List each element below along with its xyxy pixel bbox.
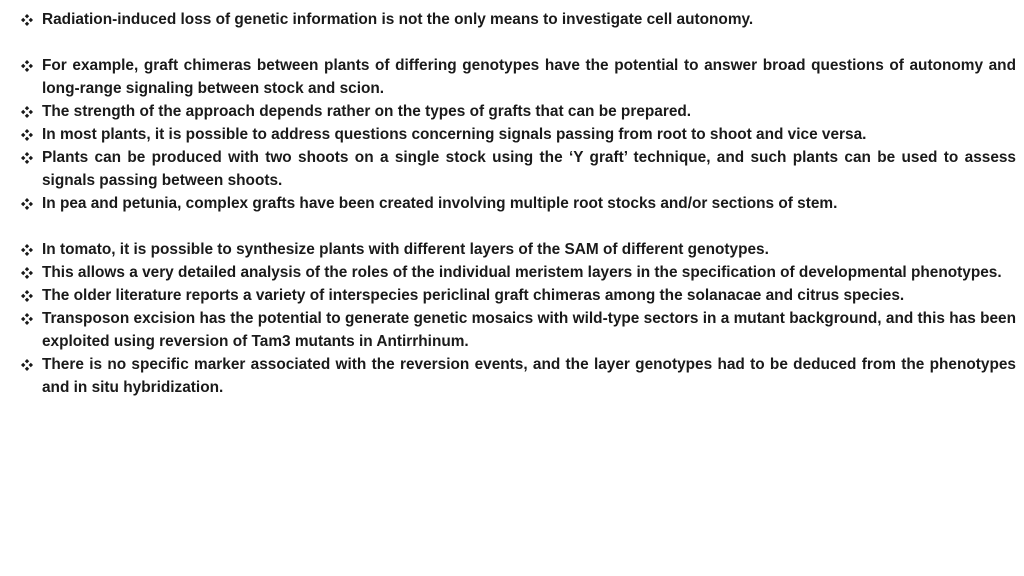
bullet-item — [18, 353, 1016, 399]
diamond-bullet-icon — [21, 152, 33, 164]
diamond-bullet-icon — [21, 244, 33, 256]
bullet-item — [18, 192, 1016, 215]
bullet-text: The strength of the approach depends rather on the types of grafts that can be prepared. — [42, 103, 692, 120]
bullet-text: Plants can be produced with two shoots on a single stock using the ‘Y graft’ technique, and such plants can be used to assess signals passing between shoots. — [42, 149, 1016, 189]
diamond-bullet-icon — [21, 359, 33, 371]
bullet-text: Transposon excision has the potential to generate genetic mosaics with wild-type sectors in a mutant background, and this has been exploited using reversion of Tam3 mutants in Antirrhinum. — [42, 310, 1016, 350]
diamond-bullet-icon — [21, 60, 33, 72]
bullet-text: Radiation-induced loss of genetic information is not the only means to investigate cell autonomy. — [42, 11, 754, 28]
bullet-text: In most plants, it is possible to address questions concerning signals passing from root to shoot and vice versa. — [42, 126, 867, 143]
bullet-item — [18, 261, 1016, 284]
diamond-bullet-icon — [21, 14, 33, 26]
bullet-text: The older literature reports a variety of interspecies periclinal graft chimeras among the solanacae and citrus species. — [42, 287, 905, 304]
bullet-text: In pea and petunia, complex grafts have been created involving multiple root stocks and/or sections of stem. — [42, 195, 838, 212]
bullet-item — [18, 123, 1016, 146]
bullet-item — [18, 238, 1016, 261]
bullet-item — [18, 54, 1016, 100]
bullet-text: There is no specific marker associated with the reversion events, and the layer genotypes had to be deduced from the phenotypes and in situ hybridization. — [42, 356, 1016, 396]
diamond-bullet-icon — [21, 313, 33, 325]
diamond-bullet-icon — [21, 129, 33, 141]
diamond-bullet-icon — [21, 198, 33, 210]
bullet-item — [18, 8, 1016, 31]
bullet-item — [18, 284, 1016, 307]
bullet-text: In tomato, it is possible to synthesize plants with different layers of the SAM of different genotypes. — [42, 241, 769, 258]
bullet-text: For example, graft chimeras between plants of differing genotypes have the potential to answer broad questions of autonomy and long-range signaling between stock and scion. — [42, 57, 1016, 97]
diamond-bullet-icon — [21, 267, 33, 279]
bullet-item — [18, 307, 1016, 353]
bullet-text: This allows a very detailed analysis of the roles of the individual meristem layers in the specification of developmental phenotypes. — [42, 264, 1002, 281]
bullet-item — [18, 100, 1016, 123]
slide-body — [18, 8, 1016, 399]
diamond-bullet-icon — [21, 106, 33, 118]
diamond-bullet-icon — [21, 290, 33, 302]
bullet-item — [18, 146, 1016, 192]
